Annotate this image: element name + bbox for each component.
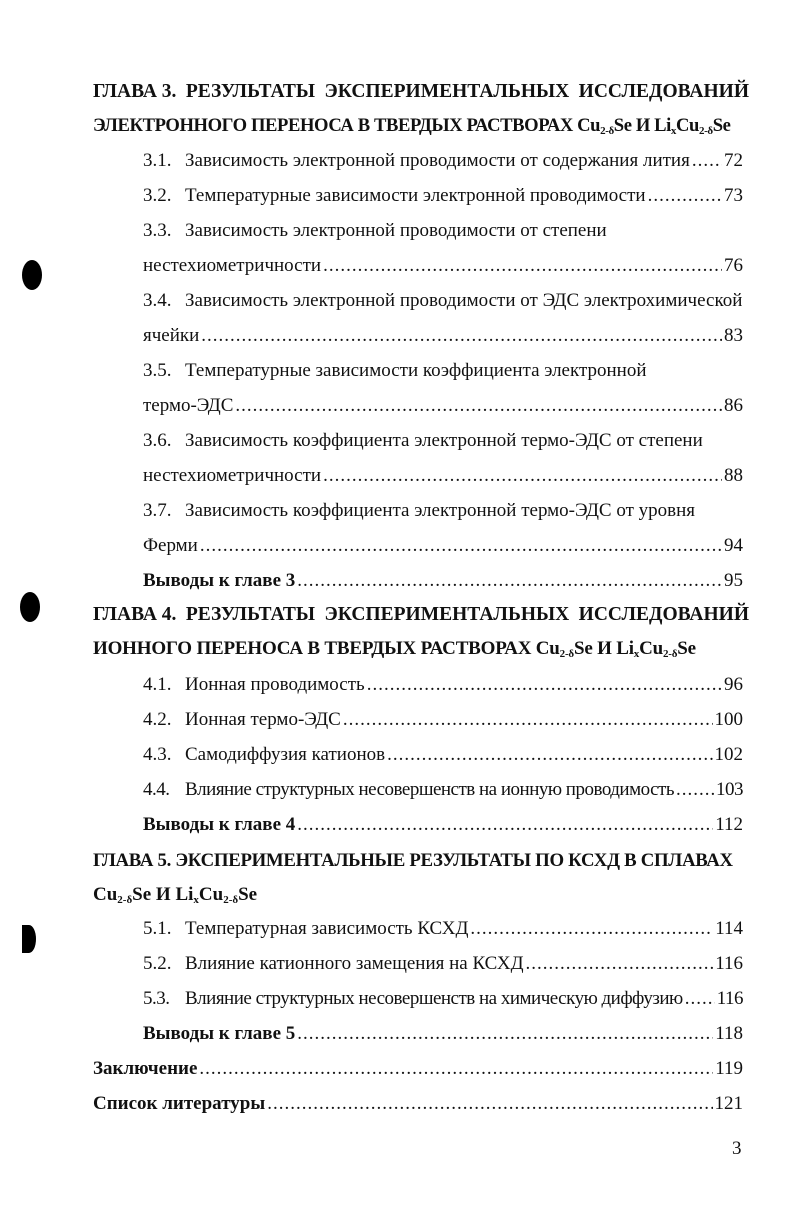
item-page: 119 xyxy=(715,1058,743,1079)
dot-leader xyxy=(648,182,722,210)
toc-conclusions-ch3[interactable] xyxy=(143,567,743,595)
item-title: Зависимость электронной проводимости от ЭДС электрохимической xyxy=(185,290,743,311)
dot-leader xyxy=(297,811,713,839)
toc-item-4-1[interactable] xyxy=(143,671,743,699)
ch5-title-line1: ГЛАВА 5. ЭКСПЕРИМЕНТАЛЬНЫЕ РЕЗУЛЬТАТЫ ПО КСХД В СПЛАВАХ xyxy=(93,850,733,871)
toc-item-3-6-cont[interactable] xyxy=(143,462,743,490)
references-title: Список литературы xyxy=(93,1093,266,1114)
item-page: 103 xyxy=(716,779,743,800)
ch4-title-line2: Se И Li xyxy=(573,638,634,659)
item-page: 95 xyxy=(724,570,743,591)
subscript: x xyxy=(633,648,640,660)
toc-item-5-3[interactable] xyxy=(143,985,743,1013)
dot-leader xyxy=(235,392,722,420)
dot-leader xyxy=(297,1020,713,1048)
item-number: 3.3. xyxy=(143,220,172,241)
toc-item-3-3-cont[interactable] xyxy=(143,252,743,280)
item-page: 121 xyxy=(714,1093,743,1114)
item-title-cont: ячейки xyxy=(143,325,200,346)
item-number: 5.2. xyxy=(143,953,172,974)
toc-conclusions-ch5[interactable] xyxy=(143,1020,743,1048)
ch4-title-line2: ИОННОГО ПЕРЕНОСА В ТВЕРДЫХ РАСТВОРАХ Cu xyxy=(93,638,560,659)
ch3-title-word: РЕЗУЛЬТАТЫ xyxy=(185,81,316,102)
ch4-title-word: ГЛАВА 4. xyxy=(93,604,177,625)
subscript: 2-δ xyxy=(223,894,239,906)
item-number: 5.3. xyxy=(143,988,170,1009)
ch3-title-word: ЭКСПЕРИМЕНТАЛЬНЫХ xyxy=(324,81,570,102)
dot-leader xyxy=(343,706,713,734)
ch5-title-line2: Se И Li xyxy=(132,884,194,905)
dot-leader xyxy=(676,776,714,804)
chapter-4-heading xyxy=(93,598,749,666)
toc-item-4-4[interactable] xyxy=(143,776,743,804)
item-page: 114 xyxy=(715,918,743,939)
dot-leader xyxy=(470,915,713,943)
toc-item-3-5[interactable] xyxy=(143,357,743,385)
toc-item-3-2[interactable] xyxy=(143,182,743,210)
item-number: 3.5. xyxy=(143,360,172,381)
dot-leader xyxy=(267,1090,712,1118)
toc-item-5-2[interactable] xyxy=(143,950,743,978)
dot-leader xyxy=(692,147,722,175)
dot-leader xyxy=(200,532,722,560)
ch3-title-line2: Se И Li xyxy=(613,115,671,136)
item-title: Зависимость электронной проводимости от степени xyxy=(185,220,607,241)
item-page: 86 xyxy=(724,395,743,416)
toc-item-3-7[interactable] xyxy=(143,497,743,525)
dot-leader xyxy=(199,1055,713,1083)
subscript: 2-δ xyxy=(117,894,133,906)
toc-item-3-5-cont[interactable] xyxy=(143,392,743,420)
toc-item-4-2[interactable] xyxy=(143,706,743,734)
ch4-title-word: ЭКСПЕРИМЕНТАЛЬНЫХ xyxy=(324,604,570,625)
subscript: 2-δ xyxy=(559,648,574,660)
ch3-title-word: ГЛАВА 3. xyxy=(93,81,177,102)
item-title: Ионная проводимость xyxy=(185,674,365,695)
item-title: Ионная термо-ЭДС xyxy=(185,709,341,730)
item-title: Влияние структурных несовершенств на ионную проводимость xyxy=(185,779,674,800)
toc-references[interactable] xyxy=(93,1090,743,1118)
item-title: Влияние структурных несовершенств на химическую диффузию xyxy=(185,988,683,1009)
punch-hole-top xyxy=(22,260,42,290)
item-page: 76 xyxy=(724,255,743,276)
toc-item-3-4-cont[interactable] xyxy=(143,322,743,350)
item-title: Температурная зависимость КСХД xyxy=(185,918,469,939)
conclusions-title: Выводы к главе 5 xyxy=(143,1023,296,1044)
toc-conclusions-ch4[interactable] xyxy=(143,811,743,839)
item-number: 3.7. xyxy=(143,500,172,521)
item-number: 4.3. xyxy=(143,744,172,765)
item-title: Зависимость электронной проводимости от содержания лития xyxy=(185,150,690,171)
item-page: 72 xyxy=(724,150,743,171)
toc-item-4-3[interactable] xyxy=(143,741,743,769)
subscript: x xyxy=(193,894,199,906)
item-title: Температурные зависимости электронной проводимости xyxy=(185,185,646,206)
item-number: 3.2. xyxy=(143,185,172,206)
item-title-cont: нестехиометричности xyxy=(143,465,322,486)
subscript: 2-δ xyxy=(699,125,713,137)
item-number: 4.2. xyxy=(143,709,172,730)
toc-item-3-7-cont[interactable] xyxy=(143,532,743,560)
subscript: x xyxy=(670,125,677,137)
item-title: Самодиффузия катионов xyxy=(185,744,386,765)
item-page: 100 xyxy=(714,709,743,730)
dot-leader xyxy=(297,567,722,595)
item-page: 118 xyxy=(715,1023,743,1044)
dot-leader xyxy=(323,462,722,490)
ch5-title-line2: Se xyxy=(238,884,258,905)
page-number: 3 xyxy=(732,1138,742,1159)
ch3-title-line2: Cu xyxy=(676,115,699,136)
ch3-title-line2: Se xyxy=(712,115,731,136)
subscript: 2-δ xyxy=(663,648,678,660)
dot-leader xyxy=(367,671,722,699)
toc-item-3-1[interactable] xyxy=(143,147,743,175)
ch3-title-word: ИССЛЕДОВАНИЙ xyxy=(578,81,749,102)
item-page: 116 xyxy=(715,953,743,974)
dot-leader xyxy=(526,950,714,978)
chapter-5-heading xyxy=(93,844,749,912)
item-title: Температурные зависимости коэффициента электронной xyxy=(185,360,647,381)
toc-conclusion[interactable] xyxy=(93,1055,743,1083)
toc-item-3-3[interactable] xyxy=(143,217,743,245)
item-number: 4.4. xyxy=(143,779,170,800)
item-page: 96 xyxy=(724,674,743,695)
item-page: 88 xyxy=(724,465,743,486)
ch3-title-line2: ЭЛЕКТРОННОГО ПЕРЕНОСА В ТВЕРДЫХ РАСТВОРАХ Cu xyxy=(93,115,601,136)
item-number: 4.1. xyxy=(143,674,172,695)
conclusions-title: Выводы к главе 3 xyxy=(143,570,296,591)
punch-hole-bottom xyxy=(22,925,36,953)
item-title-cont: нестехиометричности xyxy=(143,255,322,276)
item-title: Влияние катионного замещения на КСХД xyxy=(185,953,524,974)
item-number: 3.6. xyxy=(143,430,172,451)
item-title-cont: Ферми xyxy=(143,535,198,556)
chapter-3-heading xyxy=(93,75,749,143)
ch4-title-line2: Se xyxy=(677,638,696,659)
item-number: 3.1. xyxy=(143,150,172,171)
toc-item-5-1[interactable] xyxy=(143,915,743,943)
item-title: Зависимость коэффициента электронной термо-ЭДС от степени xyxy=(185,430,703,451)
toc-item-3-6[interactable] xyxy=(143,427,743,455)
ch4-title-word: ИССЛЕДОВАНИЙ xyxy=(578,604,749,625)
ch4-title-word: РЕЗУЛЬТАТЫ xyxy=(185,604,316,625)
item-title: Зависимость коэффициента электронной термо-ЭДС от уровня xyxy=(185,500,696,521)
item-page: 102 xyxy=(714,744,743,765)
conclusions-title: Выводы к главе 4 xyxy=(143,814,296,835)
dot-leader xyxy=(685,985,715,1013)
item-number: 3.4. xyxy=(143,290,172,311)
conclusion-title: Заключение xyxy=(93,1058,198,1079)
item-title-cont: термо-ЭДС xyxy=(143,395,234,416)
item-page: 73 xyxy=(724,185,743,206)
dot-leader xyxy=(201,322,722,350)
item-number: 5.1. xyxy=(143,918,172,939)
ch5-title-line2: Cu xyxy=(93,884,118,905)
ch5-title-line2: Cu xyxy=(198,884,224,905)
ch4-title-line2: Cu xyxy=(639,638,663,659)
dot-leader xyxy=(323,252,722,280)
item-page: 94 xyxy=(724,535,743,556)
subscript: 2-δ xyxy=(600,125,614,137)
item-page: 116 xyxy=(716,988,743,1009)
dot-leader xyxy=(387,741,712,769)
punch-hole-middle xyxy=(20,592,40,622)
item-page: 112 xyxy=(715,814,743,835)
toc-item-3-4[interactable] xyxy=(143,287,743,315)
item-page: 83 xyxy=(724,325,743,346)
